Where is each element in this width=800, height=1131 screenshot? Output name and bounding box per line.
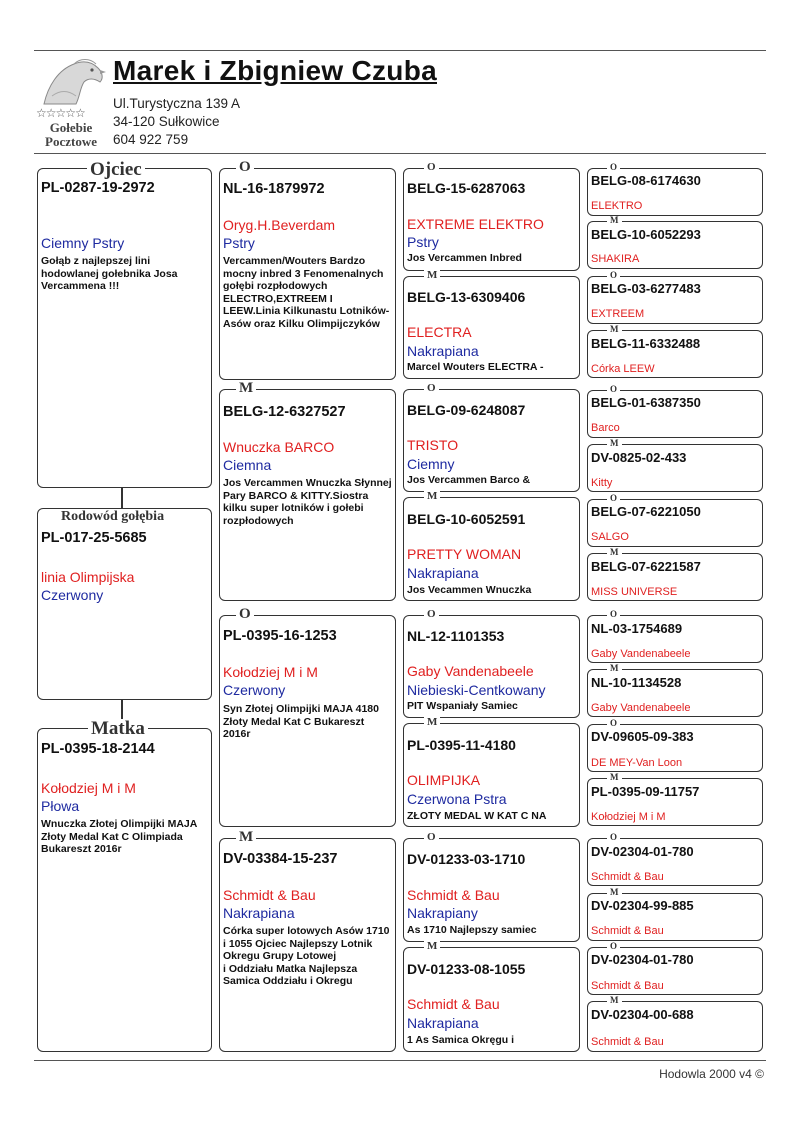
breeder-name: OLIMPIJKA — [407, 772, 481, 788]
father-box[interactable] — [37, 168, 212, 488]
sire-box[interactable] — [587, 724, 763, 772]
breeder-name: Gaby Vandenabeele — [591, 648, 691, 660]
feather-color: Ciemny Pstry — [41, 235, 125, 251]
footer-rule — [34, 1060, 766, 1061]
description: Jos Vercammen Barco & — [407, 474, 531, 486]
logo-text-line2: Pocztowe — [45, 134, 97, 149]
dam-box[interactable] — [403, 497, 580, 601]
dam-box[interactable] — [403, 723, 580, 827]
sire-box[interactable] — [587, 276, 763, 324]
dam-label: M — [607, 664, 622, 673]
description: Syn Złotej Olimpijki MAJA 4180 Złoty Medal Kat C Bukareszt 2016r — [223, 703, 379, 740]
description: As 1710 Najlepszy samiec — [407, 924, 537, 936]
dam-box[interactable] — [587, 778, 763, 826]
dam-label: M — [607, 216, 622, 225]
sire-box[interactable] — [403, 838, 580, 942]
sire-box[interactable] — [403, 389, 580, 492]
dam-box[interactable] — [403, 947, 580, 1052]
breeder-name: Schmidt & Bau — [223, 887, 316, 903]
ring-number: DV-01233-08-1055 — [407, 961, 526, 977]
description: Córka super lotowych Asów 1710 i 1055 Ojciec Najlepszy Lotnik Okregu Grupy Lotowej i Oddziału Matka Najlepsza Samica Oddziału i Okregu — [223, 925, 390, 987]
description: Jos Vecammen Wnuczka — [407, 584, 532, 596]
ring-number: BELG-01-6387350 — [591, 395, 701, 410]
ring-number: DV-02304-01-780 — [591, 844, 694, 859]
dam-label: M — [607, 548, 622, 557]
description: Marcel Wouters ELECTRA - — [407, 361, 544, 373]
description: PIT Wspaniały Samiec — [407, 700, 518, 712]
breeder-name: Gaby Vandenabeele — [407, 663, 534, 679]
subject-label: Rodowód gołębia — [58, 510, 167, 524]
breeder-name: SALGO — [591, 531, 629, 543]
header-rule — [34, 153, 766, 154]
ring-number: DV-03384-15-237 — [223, 851, 338, 867]
breeder-name: Kołodziej M i M — [223, 664, 318, 680]
dam-label: M — [607, 888, 622, 897]
breeder-name: Gaby Vandenabeele — [591, 702, 691, 714]
phone-number: 604 922 759 — [113, 132, 189, 147]
breeder-name: MISS UNIVERSE — [591, 586, 678, 598]
description: Jos Vercammen Inbred — [407, 252, 522, 264]
ring-number: NL-10-1134528 — [591, 675, 682, 690]
feather-color: Ciemny — [407, 456, 455, 472]
dam-box[interactable] — [219, 389, 396, 601]
ring-number: DV-02304-01-780 — [591, 952, 694, 967]
sire-label: O — [607, 271, 620, 280]
breeder-name: SHAKIRA — [591, 253, 640, 265]
breeder-name: Kołodziej M i M — [591, 811, 666, 823]
ring-number: NL-16-1879972 — [223, 181, 325, 197]
feather-color: Niebieski-Centkowany — [407, 682, 546, 698]
ring-number: PL-0395-18-2144 — [41, 741, 155, 757]
feather-color: Ciemna — [223, 457, 272, 473]
feather-color: Czerwona Pstra — [407, 791, 507, 807]
owner-name: Marek i Zbigniew Czuba — [113, 55, 437, 86]
ring-number: BELG-07-6221050 — [591, 504, 701, 519]
sire-label: O — [607, 163, 620, 172]
logo-text-line1: Gołebie — [49, 120, 93, 135]
breeder-name: Schmidt & Bau — [591, 980, 664, 992]
ring-number: DV-0825-02-433 — [591, 450, 687, 465]
breeder-name: EXTREME ELEKTRO — [407, 216, 544, 232]
dam-box[interactable] — [587, 893, 763, 941]
ring-number: BELG-07-6221587 — [591, 559, 701, 574]
ring-number: BELG-08-6174630 — [591, 173, 701, 188]
sire-box[interactable] — [219, 615, 396, 827]
sire-label: O — [236, 607, 254, 622]
breeder-name: ELECTRA — [407, 324, 472, 340]
description: Wnuczka Złotej Olimpijki MAJA Złoty Medal Kat C Olimpiada Bukareszt 2016r — [41, 818, 197, 855]
sire-box[interactable] — [587, 499, 763, 547]
sire-box[interactable] — [403, 615, 580, 718]
ring-number: DV-01233-03-1710 — [407, 851, 526, 867]
pigeon-logo — [34, 56, 108, 148]
dam-box[interactable] — [587, 221, 763, 269]
sire-label: O — [424, 832, 439, 843]
breeder-name: Barco — [591, 422, 620, 434]
top-rule — [34, 50, 766, 51]
sire-box[interactable] — [587, 615, 763, 663]
description: ZŁOTY MEDAL W KAT C NA — [407, 810, 547, 822]
feather-color: Czerwony — [41, 587, 104, 603]
breeder-name: DE MEY-Van Loon — [591, 757, 683, 769]
breeder-name: Schmidt & Bau — [591, 1036, 664, 1048]
feather-color: Nakrapiana — [223, 905, 295, 921]
breeder-name: Kitty — [591, 477, 613, 489]
address-line1: Ul.Turystyczna 139 A — [113, 96, 241, 111]
breeder-name: Kołodziej M i M — [41, 780, 136, 796]
sire-label: O — [607, 385, 620, 394]
ring-number: BELG-12-6327527 — [223, 404, 346, 420]
ring-number: DV-02304-00-688 — [591, 1007, 694, 1022]
feather-color: Czerwony — [223, 682, 286, 698]
ring-number: BELG-15-6287063 — [407, 180, 526, 196]
ring-number: PL-0395-16-1253 — [223, 628, 337, 644]
ring-number: DV-09605-09-383 — [591, 729, 694, 744]
sire-label: O — [607, 610, 620, 619]
dam-box[interactable] — [587, 330, 763, 378]
sire-label: O — [236, 160, 254, 175]
feather-color: Nakrapiana — [407, 565, 479, 581]
logo-stars: ☆☆☆☆☆ — [36, 106, 85, 120]
breeder-name: Schmidt & Bau — [407, 996, 500, 1012]
breeder-name: ELEKTRO — [591, 200, 643, 212]
dam-label: M — [424, 717, 440, 728]
ring-number: BELG-13-6309406 — [407, 289, 526, 305]
mother-connector — [121, 700, 123, 720]
breeder-name: TRISTO — [407, 437, 459, 453]
ring-number: BELG-11-6332488 — [591, 336, 701, 351]
description: Gołąb z najlepszej lini hodowlanej gołebnika Josa Vercammena !!! — [41, 255, 178, 292]
sire-label: O — [607, 494, 620, 503]
feather-color: Pstry — [223, 235, 255, 251]
sire-box[interactable] — [587, 838, 763, 886]
ring-number: DV-02304-99-885 — [591, 898, 694, 913]
address-line2: 34-120 Sułkowice — [113, 114, 220, 129]
sire-box[interactable] — [587, 168, 763, 216]
ring-number: BELG-09-6248087 — [407, 402, 526, 418]
ring-number: BELG-10-6052293 — [591, 227, 701, 242]
dam-label: M — [424, 491, 440, 502]
dam-box[interactable] — [587, 444, 763, 492]
sire-label: O — [607, 719, 620, 728]
dam-label: M — [236, 830, 256, 845]
sire-label: O — [424, 383, 439, 394]
breeder-name: Wnuczka BARCO — [223, 439, 335, 455]
sire-box[interactable] — [219, 168, 396, 380]
footer-text: Hodowla 2000 v4 © — [659, 1067, 764, 1081]
dam-box[interactable] — [219, 838, 396, 1052]
description: Jos Vercammen Wnuczka Słynnej Pary BARCO & KITTY.Siostra kilku super lotników i gołebi rozpłodowych — [223, 477, 392, 527]
feather-color: Nakrapiany — [407, 905, 478, 921]
ring-number: BELG-03-6277483 — [591, 281, 701, 296]
ring-number: PL-0287-19-2972 — [41, 180, 155, 196]
ring-number: NL-12-1101353 — [407, 628, 505, 644]
breeder-name: Oryg.H.Beverdam — [223, 217, 336, 233]
sire-box[interactable] — [587, 947, 763, 995]
dam-label: M — [236, 381, 256, 396]
description: 1 As Samica Okręgu i — [407, 1034, 514, 1046]
dam-label: M — [424, 941, 440, 952]
description: Vercammen/Wouters Bardzo mocny inbred 3 Fenomenalnych gołębi rozpłodowych ELECTRO,EXTREEM I LEEW.Linia Kilkunastu Lotników-Asów oraz Kilku Olimpijczyków — [223, 255, 390, 330]
feather-color: Nakrapiana — [407, 343, 479, 359]
dam-label: M — [607, 325, 622, 334]
pigeon-icon — [34, 56, 108, 112]
sire-label: O — [607, 942, 620, 951]
breeder-name: Schmidt & Bau — [591, 925, 664, 937]
sire-box[interactable] — [587, 390, 763, 438]
father-connector — [121, 488, 123, 508]
ring-number: PL-0395-09-11757 — [591, 784, 700, 799]
breeder-name: Schmidt & Bau — [591, 871, 664, 883]
dam-label: M — [607, 439, 622, 448]
feather-color: Pstry — [407, 234, 439, 250]
ring-number: PL-017-25-5685 — [41, 530, 147, 546]
mother-label: Matka — [88, 719, 148, 738]
breeder-name: linia Olimpijska — [41, 569, 135, 585]
dam-label: M — [607, 773, 622, 782]
breeder-name: Córka LEEW — [591, 363, 655, 375]
ring-number: NL-03-1754689 — [591, 621, 683, 636]
dam-box[interactable] — [587, 1001, 763, 1052]
breeder-name: Schmidt & Bau — [407, 887, 500, 903]
feather-color: Nakrapiana — [407, 1015, 479, 1031]
dam-label: M — [424, 270, 440, 281]
dam-box[interactable] — [403, 276, 580, 379]
dam-label: M — [607, 996, 622, 1005]
dam-box[interactable] — [587, 553, 763, 601]
sire-label: O — [424, 609, 439, 620]
father-label: Ojciec — [87, 160, 145, 179]
sire-box[interactable] — [403, 168, 580, 271]
sire-label: O — [607, 833, 620, 842]
subject-box[interactable] — [37, 508, 212, 700]
breeder-name: EXTREEM — [591, 308, 645, 320]
ring-number: BELG-10-6052591 — [407, 511, 526, 527]
sire-label: O — [424, 162, 439, 173]
dam-box[interactable] — [587, 669, 763, 717]
mother-box[interactable] — [37, 728, 212, 1052]
feather-color: Płowa — [41, 798, 80, 814]
ring-number: PL-0395-11-4180 — [407, 737, 516, 753]
breeder-name: PRETTY WOMAN — [407, 546, 522, 562]
